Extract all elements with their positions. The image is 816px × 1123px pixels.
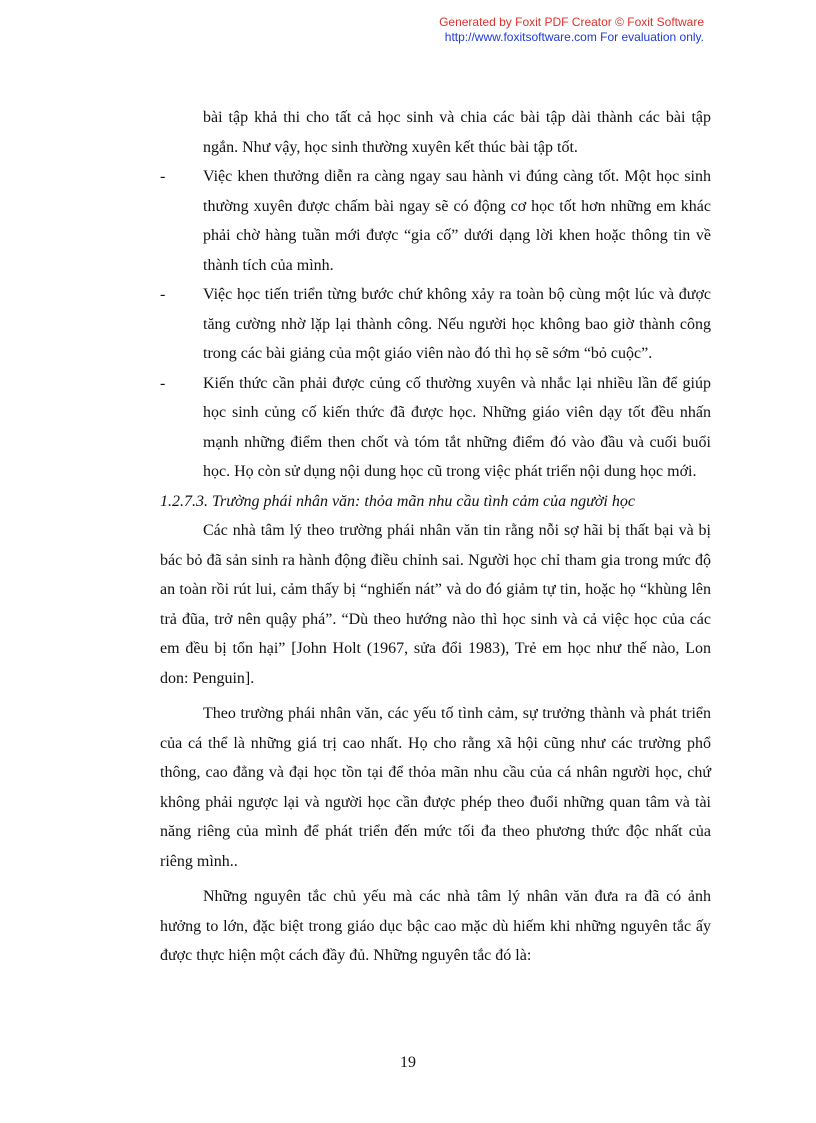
bullet-text: Kiến thức cần phải được củng cố thường xuyên và nhắc lại nhiều lần để giúp học sinh củng cố kiến thức đã được học. Những giáo viên dạy tốt đều nhấn mạnh những điểm then chốt và tóm tắt những điểm đó vào đầu và cuối buổi học. Họ còn sử dụng nội dung học cũ trong việc phát triển nội dung học mới. [203,374,711,480]
bullet-item [160,280,711,369]
page-number: 19 [400,1054,416,1071]
bullet-item [160,369,711,487]
bullet-text: Việc học tiến triển từng bước chứ không xảy ra toàn bộ cùng một lúc và được tăng cường nhờ lặp lại thành công. Nếu người học không bao giờ thành công trong các bài giảng của một giáo viên nào đó thì họ sẽ sớm “bỏ cuộc”. [203,286,711,362]
body-paragraph: Những nguyên tắc chủ yếu mà các nhà tâm lý nhân văn đưa ra đã có ảnh hưởng to lớn, đặc biệt trong giáo dục bậc cao mặc dù hiếm khi những nguyên tắc ấy được thực hiện một cách đầy đủ. Những nguyên tắc đó là: [160,888,711,964]
watermark-link[interactable]: http://www.foxitsoftware.com For evaluation only. [444,30,704,44]
watermark-line-1: Generated by Foxit PDF Creator © Foxit Software [439,15,704,29]
bullet-marker: - [160,286,166,303]
bullet-marker: - [160,374,166,392]
body-paragraph: Theo trường phái nhân văn, các yếu tố tình cảm, sự trưởng thành và phát triển của cá thể là những giá trị cao nhất. Họ cho rằng xã hội cũng như các trường phổ thông, cao đẳng và đại học tồn tại để thỏa mãn nhu cầu của cá nhân người học, chứ không phải ngược lại và người học cần được phép theo đuổi những quan tâm và tài năng riêng của mình để phát triển đến mức tối đa theo phương thức độc nhất của riêng mình.. [160,705,711,870]
bullet-text: Việc khen thưởng diễn ra càng ngay sau hành vi đúng càng tốt. Một học sinh thường xuyên được chấm bài ngay sẽ có động cơ học tốt hơn những em khác phải chờ hàng tuần mới được “gia cố” dưới dạng lời khen hoặc thông tin về thành tích của mình. [203,168,711,274]
body-text [160,103,711,971]
foxit-watermark [439,15,704,45]
bullet-marker: - [160,168,166,185]
body-paragraph: Các nhà tâm lý theo trường phái nhân văn tin rằng nỗi sợ hãi bị thất bại và bị bác bỏ đã sản sinh ra hành động điều chỉnh sai. Người học chỉ tham gia trong mức độ an toàn rồi rút lui, cảm thấy bị “nghiến nát” và do đó giảm tự tin, hoặc họ “khùng lên trả đũa, trở nên quậy phá”. “Dù theo hướng nào thì học sinh và cả việc học của các em đều bị tổn hại” [John Holt (1967, sửa đổi 1983), Trẻ em học như thế nào, Lon don: Penguin]. [160,522,711,687]
bullet-item [160,162,711,280]
section-heading: 1.2.7.3. Trường phái nhân văn: thỏa mãn nhu cầu tình cảm của người học [160,492,635,510]
continuation-paragraph: bài tập khả thi cho tất cả học sinh và chia các bài tập dài thành các bài tập ngắn. Như vậy, học sinh thường xuyên kết thúc bài tập tốt. [203,109,711,156]
